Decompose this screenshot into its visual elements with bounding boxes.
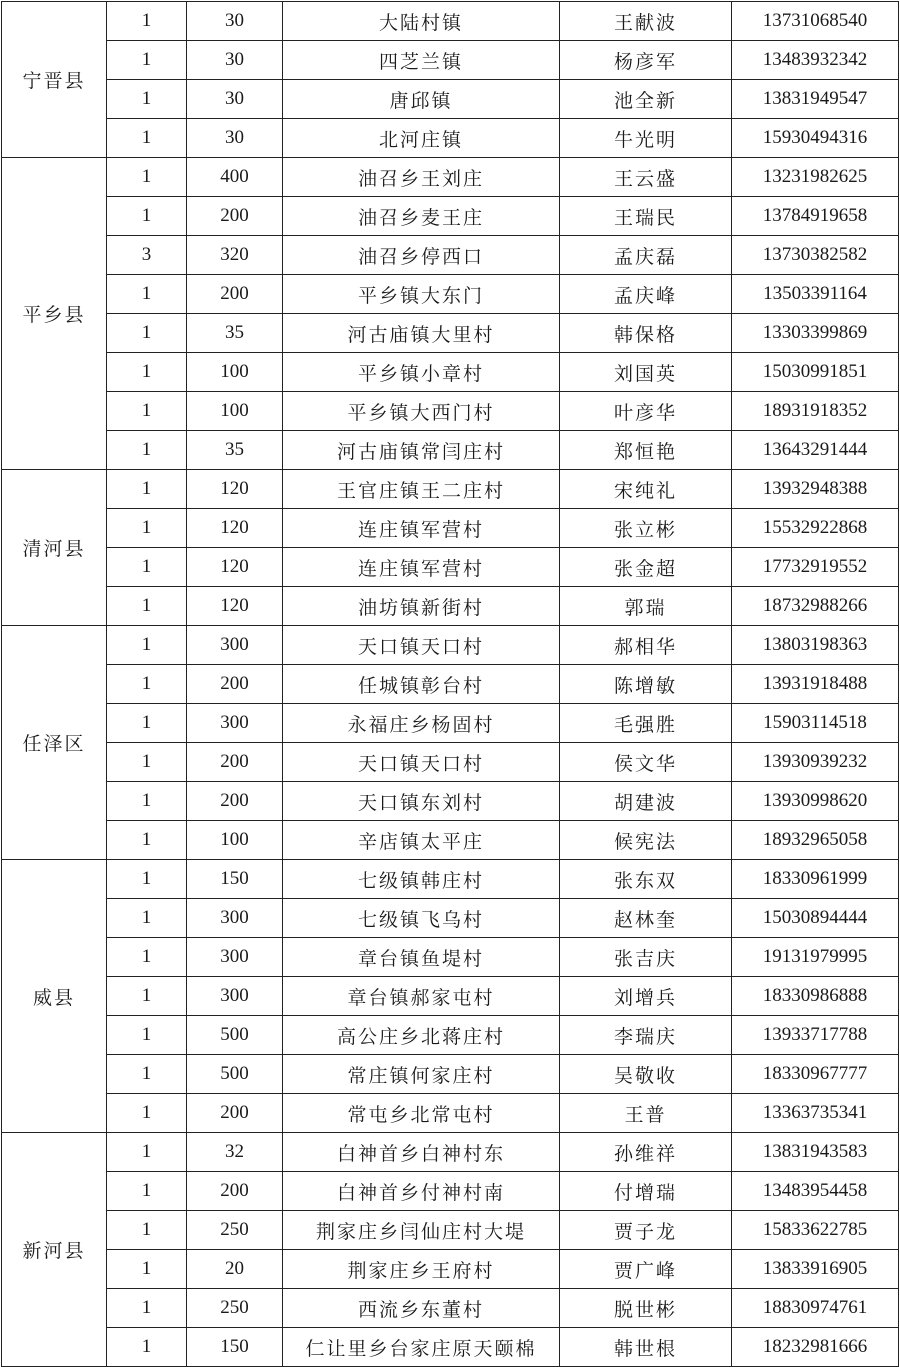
contact-name-cell: 王献波 <box>560 2 732 41</box>
quantity-cell: 400 <box>187 158 283 197</box>
quantity-cell: 200 <box>187 275 283 314</box>
phone-cell: 13803198363 <box>732 626 899 665</box>
quantity-cell: 200 <box>187 1094 283 1133</box>
count-cell: 1 <box>107 158 187 197</box>
location-cell: 平乡镇大西门村 <box>283 392 560 431</box>
table-row <box>2 314 899 353</box>
contact-name-cell: 吴敬收 <box>560 1055 732 1094</box>
table-row <box>2 119 899 158</box>
count-cell: 1 <box>107 626 187 665</box>
table-row <box>2 353 899 392</box>
count-cell: 3 <box>107 236 187 275</box>
quantity-cell: 30 <box>187 80 283 119</box>
table-row <box>2 158 899 197</box>
table-row <box>2 2 899 41</box>
location-cell: 任城镇彰台村 <box>283 665 560 704</box>
phone-cell: 18330986888 <box>732 977 899 1016</box>
count-cell: 1 <box>107 431 187 470</box>
count-cell: 1 <box>107 2 187 41</box>
phone-cell: 15532922868 <box>732 509 899 548</box>
contact-name-cell: 宋纯礼 <box>560 470 732 509</box>
phone-cell: 13931918488 <box>732 665 899 704</box>
quantity-cell: 32 <box>187 1133 283 1172</box>
phone-cell: 13932948388 <box>732 470 899 509</box>
phone-cell: 18830974761 <box>732 1289 899 1328</box>
quantity-cell: 200 <box>187 1172 283 1211</box>
county-cell: 任泽区 <box>2 626 107 860</box>
quantity-cell: 250 <box>187 1211 283 1250</box>
count-cell: 1 <box>107 1016 187 1055</box>
quantity-cell: 200 <box>187 665 283 704</box>
phone-cell: 13930939232 <box>732 743 899 782</box>
table-row <box>2 236 899 275</box>
quantity-cell: 20 <box>187 1250 283 1289</box>
contact-name-cell: 牛光明 <box>560 119 732 158</box>
table-row <box>2 1289 899 1328</box>
location-cell: 章台镇郝家屯村 <box>283 977 560 1016</box>
contact-name-cell: 张金超 <box>560 548 732 587</box>
location-cell: 辛店镇太平庄 <box>283 821 560 860</box>
count-cell: 1 <box>107 587 187 626</box>
location-cell: 白神首乡付神村南 <box>283 1172 560 1211</box>
phone-cell: 13784919658 <box>732 197 899 236</box>
quantity-cell: 300 <box>187 977 283 1016</box>
table-row <box>2 41 899 80</box>
table-row <box>2 275 899 314</box>
quantity-cell: 120 <box>187 548 283 587</box>
table-row <box>2 1055 899 1094</box>
count-cell: 1 <box>107 1055 187 1094</box>
table-row <box>2 704 899 743</box>
count-cell: 1 <box>107 938 187 977</box>
phone-cell: 18232981666 <box>732 1328 899 1367</box>
quantity-cell: 200 <box>187 743 283 782</box>
quantity-cell: 300 <box>187 938 283 977</box>
contact-name-cell: 赵林奎 <box>560 899 732 938</box>
table-row <box>2 938 899 977</box>
contact-name-cell: 付增瑞 <box>560 1172 732 1211</box>
count-cell: 1 <box>107 782 187 821</box>
table-row <box>2 1172 899 1211</box>
location-cell: 天口镇天口村 <box>283 743 560 782</box>
location-cell: 连庄镇军营村 <box>283 509 560 548</box>
count-cell: 1 <box>107 197 187 236</box>
contact-name-cell: 陈增敏 <box>560 665 732 704</box>
count-cell: 1 <box>107 899 187 938</box>
contact-name-cell: 郭瑞 <box>560 587 732 626</box>
contact-name-cell: 郝相华 <box>560 626 732 665</box>
contact-name-cell: 刘国英 <box>560 353 732 392</box>
location-cell: 天口镇天口村 <box>283 626 560 665</box>
location-cell: 白神首乡白神村东 <box>283 1133 560 1172</box>
location-cell: 唐邱镇 <box>283 80 560 119</box>
count-cell: 1 <box>107 1211 187 1250</box>
location-cell: 油召乡停西口 <box>283 236 560 275</box>
phone-cell: 15903114518 <box>732 704 899 743</box>
location-cell: 荆家庄乡闫仙庄村大堤 <box>283 1211 560 1250</box>
phone-cell: 18330967777 <box>732 1055 899 1094</box>
contact-name-cell: 孟庆磊 <box>560 236 732 275</box>
phone-cell: 13930998620 <box>732 782 899 821</box>
count-cell: 1 <box>107 860 187 899</box>
count-cell: 1 <box>107 548 187 587</box>
contact-name-cell: 刘增兵 <box>560 977 732 1016</box>
table-body <box>2 2 899 1367</box>
table-row <box>2 1211 899 1250</box>
quantity-cell: 120 <box>187 470 283 509</box>
location-cell: 大陆村镇 <box>283 2 560 41</box>
phone-cell: 13483954458 <box>732 1172 899 1211</box>
location-cell: 西流乡东董村 <box>283 1289 560 1328</box>
contact-name-cell: 毛强胜 <box>560 704 732 743</box>
phone-cell: 18330961999 <box>732 860 899 899</box>
contact-name-cell: 王普 <box>560 1094 732 1133</box>
contact-name-cell: 脱世彬 <box>560 1289 732 1328</box>
contact-name-cell: 胡建波 <box>560 782 732 821</box>
location-cell: 油召乡麦王庄 <box>283 197 560 236</box>
quantity-cell: 150 <box>187 1328 283 1367</box>
count-cell: 1 <box>107 821 187 860</box>
location-cell: 仁让里乡台家庄原天颐棉 <box>283 1328 560 1367</box>
quantity-cell: 200 <box>187 782 283 821</box>
location-cell: 王官庄镇王二庄村 <box>283 470 560 509</box>
county-cell: 宁晋县 <box>2 2 107 158</box>
contact-name-cell: 王瑞民 <box>560 197 732 236</box>
location-cell: 油召乡王刘庄 <box>283 158 560 197</box>
table-row <box>2 392 899 431</box>
table-row <box>2 587 899 626</box>
quantity-cell: 500 <box>187 1055 283 1094</box>
table-row <box>2 509 899 548</box>
quantity-cell: 100 <box>187 392 283 431</box>
count-cell: 1 <box>107 509 187 548</box>
location-cell: 常屯乡北常屯村 <box>283 1094 560 1133</box>
county-cell: 新河县 <box>2 1133 107 1367</box>
contact-table <box>1 1 899 1367</box>
location-cell: 平乡镇小章村 <box>283 353 560 392</box>
table-row <box>2 977 899 1016</box>
location-cell: 平乡镇大东门 <box>283 275 560 314</box>
county-cell: 清河县 <box>2 470 107 626</box>
phone-cell: 18931918352 <box>732 392 899 431</box>
table-row <box>2 899 899 938</box>
quantity-cell: 35 <box>187 314 283 353</box>
location-cell: 河古庙镇大里村 <box>283 314 560 353</box>
count-cell: 1 <box>107 119 187 158</box>
count-cell: 1 <box>107 704 187 743</box>
contact-name-cell: 李瑞庆 <box>560 1016 732 1055</box>
count-cell: 1 <box>107 1289 187 1328</box>
count-cell: 1 <box>107 392 187 431</box>
quantity-cell: 30 <box>187 2 283 41</box>
phone-cell: 13833916905 <box>732 1250 899 1289</box>
table-row <box>2 1094 899 1133</box>
table-row <box>2 782 899 821</box>
quantity-cell: 250 <box>187 1289 283 1328</box>
phone-cell: 13831949547 <box>732 80 899 119</box>
count-cell: 1 <box>107 1172 187 1211</box>
table-row <box>2 626 899 665</box>
count-cell: 1 <box>107 470 187 509</box>
quantity-cell: 300 <box>187 626 283 665</box>
quantity-cell: 100 <box>187 821 283 860</box>
location-cell: 永福庄乡杨固村 <box>283 704 560 743</box>
phone-cell: 13831943583 <box>732 1133 899 1172</box>
phone-cell: 18932965058 <box>732 821 899 860</box>
table-row <box>2 1328 899 1367</box>
contact-name-cell: 池全新 <box>560 80 732 119</box>
phone-cell: 15930494316 <box>732 119 899 158</box>
phone-cell: 13933717788 <box>732 1016 899 1055</box>
phone-cell: 18732988266 <box>732 587 899 626</box>
location-cell: 七级镇韩庄村 <box>283 860 560 899</box>
quantity-cell: 120 <box>187 587 283 626</box>
county-cell: 平乡县 <box>2 158 107 470</box>
quantity-cell: 500 <box>187 1016 283 1055</box>
location-cell: 常庄镇何家庄村 <box>283 1055 560 1094</box>
contact-name-cell: 侯文华 <box>560 743 732 782</box>
table-row <box>2 743 899 782</box>
quantity-cell: 200 <box>187 197 283 236</box>
location-cell: 天口镇东刘村 <box>283 782 560 821</box>
count-cell: 1 <box>107 1133 187 1172</box>
count-cell: 1 <box>107 80 187 119</box>
quantity-cell: 30 <box>187 119 283 158</box>
quantity-cell: 30 <box>187 41 283 80</box>
table-row <box>2 665 899 704</box>
contact-name-cell: 孟庆峰 <box>560 275 732 314</box>
contact-name-cell: 候宪法 <box>560 821 732 860</box>
quantity-cell: 300 <box>187 704 283 743</box>
count-cell: 1 <box>107 665 187 704</box>
phone-cell: 13731068540 <box>732 2 899 41</box>
contact-name-cell: 孙维祥 <box>560 1133 732 1172</box>
count-cell: 1 <box>107 353 187 392</box>
quantity-cell: 320 <box>187 236 283 275</box>
location-cell: 章台镇鱼堤村 <box>283 938 560 977</box>
contact-name-cell: 张东双 <box>560 860 732 899</box>
quantity-cell: 120 <box>187 509 283 548</box>
table-row <box>2 860 899 899</box>
table-row <box>2 821 899 860</box>
count-cell: 1 <box>107 275 187 314</box>
contact-name-cell: 贾子龙 <box>560 1211 732 1250</box>
location-cell: 河古庙镇常闫庄村 <box>283 431 560 470</box>
quantity-cell: 100 <box>187 353 283 392</box>
table-row <box>2 1250 899 1289</box>
contact-name-cell: 韩保格 <box>560 314 732 353</box>
phone-cell: 13483932342 <box>732 41 899 80</box>
contact-name-cell: 张吉庆 <box>560 938 732 977</box>
table-row <box>2 548 899 587</box>
contact-name-cell: 王云盛 <box>560 158 732 197</box>
quantity-cell: 300 <box>187 899 283 938</box>
count-cell: 1 <box>107 1094 187 1133</box>
table-row <box>2 1133 899 1172</box>
count-cell: 1 <box>107 41 187 80</box>
phone-cell: 17732919552 <box>732 548 899 587</box>
count-cell: 1 <box>107 977 187 1016</box>
location-cell: 四芝兰镇 <box>283 41 560 80</box>
phone-cell: 13303399869 <box>732 314 899 353</box>
location-cell: 连庄镇军营村 <box>283 548 560 587</box>
phone-cell: 15030894444 <box>732 899 899 938</box>
county-cell: 威县 <box>2 860 107 1133</box>
phone-cell: 13231982625 <box>732 158 899 197</box>
count-cell: 1 <box>107 743 187 782</box>
phone-cell: 15833622785 <box>732 1211 899 1250</box>
contact-name-cell: 贾广峰 <box>560 1250 732 1289</box>
phone-cell: 13643291444 <box>732 431 899 470</box>
quantity-cell: 150 <box>187 860 283 899</box>
location-cell: 荆家庄乡王府村 <box>283 1250 560 1289</box>
location-cell: 北河庄镇 <box>283 119 560 158</box>
location-cell: 油坊镇新街村 <box>283 587 560 626</box>
count-cell: 1 <box>107 314 187 353</box>
location-cell: 高公庄乡北蒋庄村 <box>283 1016 560 1055</box>
contact-name-cell: 韩世根 <box>560 1328 732 1367</box>
phone-cell: 15030991851 <box>732 353 899 392</box>
table-row <box>2 80 899 119</box>
count-cell: 1 <box>107 1250 187 1289</box>
phone-cell: 13503391164 <box>732 275 899 314</box>
contact-name-cell: 杨彦军 <box>560 41 732 80</box>
table-row <box>2 197 899 236</box>
contact-name-cell: 叶彦华 <box>560 392 732 431</box>
contact-name-cell: 张立彬 <box>560 509 732 548</box>
phone-cell: 19131979995 <box>732 938 899 977</box>
count-cell: 1 <box>107 1328 187 1367</box>
phone-cell: 13363735341 <box>732 1094 899 1133</box>
location-cell: 七级镇飞乌村 <box>283 899 560 938</box>
quantity-cell: 35 <box>187 431 283 470</box>
table-row <box>2 470 899 509</box>
table-row <box>2 1016 899 1055</box>
phone-cell: 13730382582 <box>732 236 899 275</box>
table-row <box>2 431 899 470</box>
contact-name-cell: 郑恒艳 <box>560 431 732 470</box>
